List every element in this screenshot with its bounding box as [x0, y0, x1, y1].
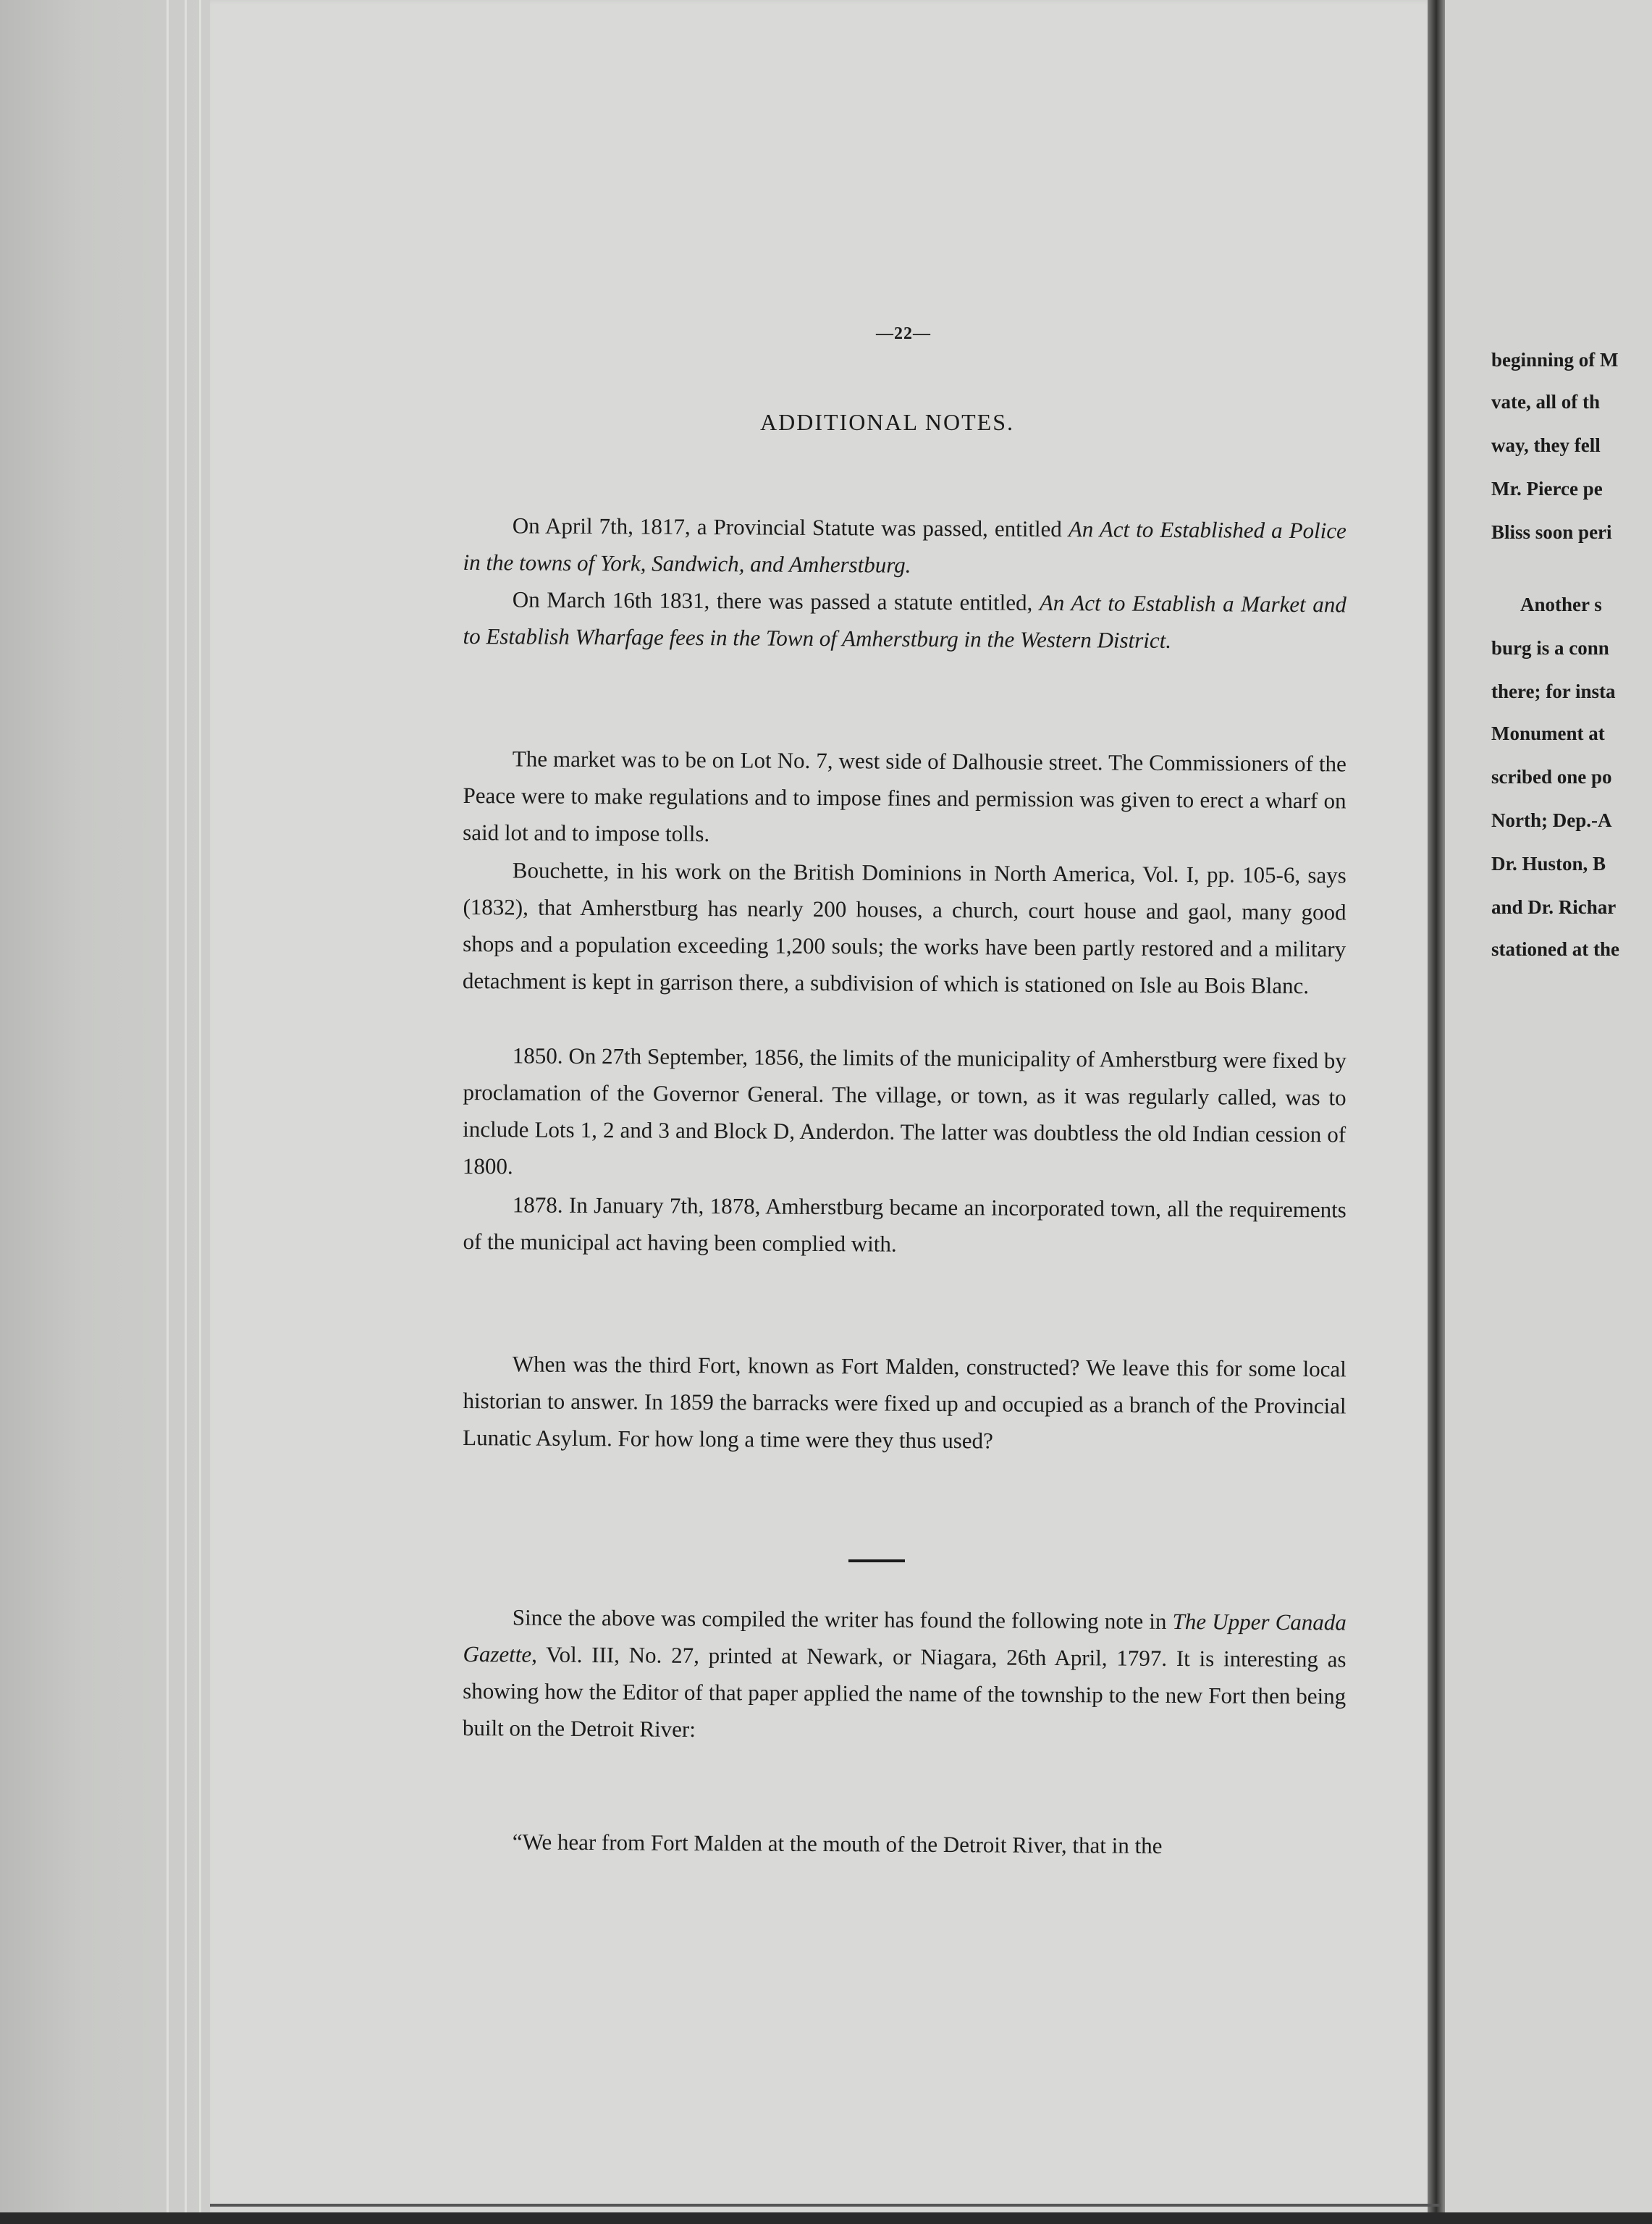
paragraph-2-text	[463, 581, 1347, 660]
facing-page-line: beginning of M	[1491, 349, 1619, 371]
paragraph-2	[463, 581, 1347, 660]
paragraph-3	[463, 740, 1347, 856]
facing-page-line: vate, all of th	[1491, 391, 1600, 413]
facing-page-line: Mr. Pierce pe	[1491, 478, 1603, 500]
facing-page-line: Another s	[1520, 594, 1602, 615]
scan-bottom-border	[0, 2212, 1652, 2224]
facing-page	[1445, 0, 1652, 2215]
paragraph-6	[463, 1186, 1347, 1265]
paragraph-7	[463, 1345, 1347, 1461]
facing-page-line: scribed one po	[1491, 766, 1612, 788]
facing-page-line: stationed at the	[1491, 938, 1619, 960]
section-divider	[848, 1559, 905, 1562]
page-bottom-edge	[210, 2204, 1441, 2207]
act-title-market: An Act to Establish a Market and to Establish Wharfage fees in the Town of Amherstburg in the Western District.	[463, 589, 1347, 653]
paragraph-5-text: 1850. On 27th September, 1856, the limits of the municipality of Amherstburg were fixed by proclamation of the Governor General. The village, or town, as it was regularly called, was to include Lots 1, 2 and 3 and Block D, Anderdon. The latter was doubtless the old Indian cession of 1800.	[462, 1042, 1347, 1179]
facing-page-line: North; Dep.-A	[1491, 809, 1612, 831]
act-title-police: An Act to Established a Police in the towns of York, Sandwich, and Amherstburg.	[463, 516, 1347, 578]
page-edge-line	[185, 0, 187, 2224]
paragraph-6-text: 1878. In January 7th, 1878, Amherstburg became an incorporated town, all the requirements of the municipal act having been complied with.	[463, 1192, 1347, 1257]
gazette-title: The Upper Canada Gazette	[463, 1608, 1347, 1667]
paragraph-5	[463, 1037, 1347, 1189]
paragraph-4	[463, 851, 1347, 1004]
paragraph-1	[463, 507, 1347, 586]
facing-page-line: and Dr. Richar	[1491, 896, 1617, 918]
facing-page-line: way, they fell	[1491, 434, 1601, 456]
paragraph-4-text: Bouchette, in his work on the British Dominions in North America, Vol. I, pp. 105-6, says (1832), that Amherstburg has nearly 200 houses, a church, court house and gaol, many good shops and a population exceeding 1,200 souls; the works have been partly restored and a military detachment is kept in garrison there, a subdivision of which is stationed on Isle au Bois Blanc.	[462, 857, 1347, 999]
paragraph-7-text: When was the third Fort, known as Fort Malden, constructed? We leave this for some local historian to answer. In 1859 the barracks were fixed up and occupied as a branch of the Provincial Lunatic Asylum. For how long a time were they thus used?	[463, 1351, 1347, 1454]
paragraph-8-lead: Since the above was compiled the writer has found the following note in	[512, 1604, 1173, 1634]
facing-page-line: Dr. Huston, B	[1491, 853, 1606, 875]
paragraph-3-text: The market was to be on Lot No. 7, west side of Dalhousie street. The Commissioners of the Peace were to make regulations and to impose fines and permission was given to erect a wharf on said lot and to impose tolls.	[463, 746, 1347, 847]
left-page-edges	[0, 0, 210, 2224]
facing-page-line: burg is a conn	[1491, 637, 1609, 659]
facing-page-line: Bliss soon peri	[1491, 521, 1612, 543]
page-edge-line	[199, 0, 201, 2224]
paragraph-8-text	[463, 1598, 1347, 1751]
page-edge-line	[167, 0, 169, 2224]
section-heading: ADDITIONAL NOTES.	[760, 409, 1014, 435]
paragraph-2-lead: On March 16th 1831, there was passed a statute entitled,	[512, 586, 1040, 615]
facing-page-line: there; for insta	[1491, 681, 1616, 702]
facing-page-line: Monument at	[1491, 723, 1605, 744]
paragraph-9	[463, 1823, 1347, 1865]
paragraph-8	[463, 1598, 1347, 1751]
paragraph-1-lead: On April 7th, 1817, a Provincial Statute was passed, entitled	[512, 513, 1069, 542]
book-gutter	[1428, 0, 1445, 2215]
paragraph-9-text: “We hear from Fort Malden at the mouth of the Detroit River, that in the	[512, 1829, 1163, 1858]
page-number: —22—	[876, 324, 931, 343]
paragraph-8-rest: , Vol. III, No. 27, printed at Newark, or Niagara, 26th April, 1797. It is interesting as showing how the Editor of that paper applied the name of the township to the new Fort then being built on the Detroit River:	[462, 1641, 1347, 1742]
paragraph-1-text	[463, 507, 1347, 586]
